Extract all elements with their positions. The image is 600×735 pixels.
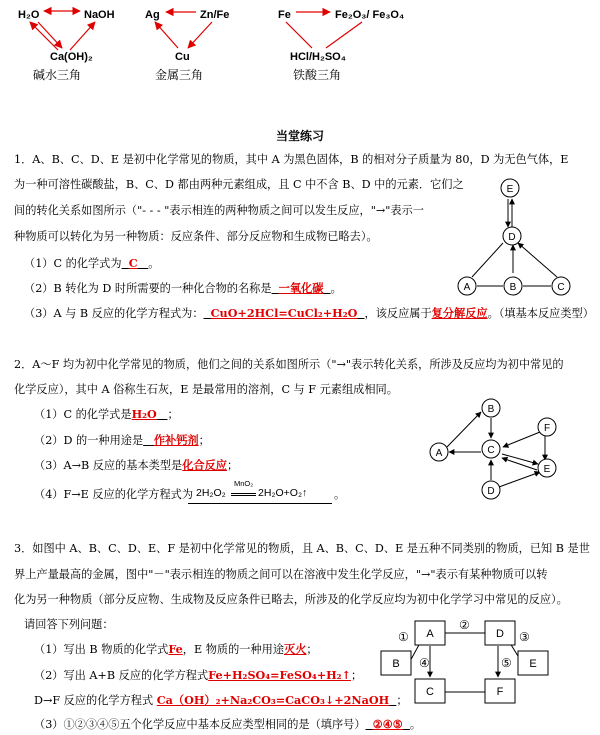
q3-mark-1: ① bbox=[398, 630, 409, 644]
q3-part2-text: （2）写出 A+B 反应的化学方程式 bbox=[34, 669, 209, 682]
q1-part2-blank bbox=[272, 282, 331, 295]
q2-part2-answer: 作补钙剂 bbox=[153, 433, 199, 447]
t2-node-c: Cu bbox=[175, 51, 190, 63]
triangle-diagrams bbox=[0, 0, 600, 100]
q3-part1-answer2: 灭火 bbox=[284, 642, 307, 656]
q2-part1-text: （1）C 的化学式是 bbox=[34, 408, 132, 421]
q2-eq-sign bbox=[231, 493, 256, 496]
q2-node-f: F bbox=[543, 423, 551, 434]
q3-part3-blank bbox=[366, 718, 410, 731]
q3-mark-2: ② bbox=[459, 618, 470, 632]
q2-node-c: C bbox=[487, 445, 495, 456]
q2-part2 bbox=[34, 433, 210, 448]
q3-part1-text: （1）写出 B 物质的化学式 bbox=[34, 643, 169, 656]
q2-diagram bbox=[425, 392, 570, 502]
q3-line2: 界上产量最高的金属，图中"－"表示相连的物质之间可以在溶液中发生化学反应，"→"表示有某种物质可以转 bbox=[14, 568, 548, 581]
q2-eq-left: 2H₂O₂ bbox=[196, 487, 226, 499]
q2-node-b: B bbox=[487, 404, 495, 415]
q3-node-c: C bbox=[426, 686, 434, 698]
q3-node-b: B bbox=[392, 658, 400, 670]
q2-part4-equation bbox=[188, 481, 332, 504]
q2-node-a: A bbox=[435, 448, 443, 459]
t1-node-a: H₂O bbox=[18, 9, 40, 21]
q3-part2b-end: ； bbox=[396, 694, 408, 707]
t1-node-c: Ca(OH)₂ bbox=[50, 51, 93, 63]
q3-part2b-answer: Ca（OH）₂+Na₂CO₃=CaCO₃↓+2NaOH bbox=[156, 693, 390, 707]
q2-part2-text: （2）D 的一种用途是 bbox=[34, 434, 144, 447]
q2-eq-right: 2H₂O+O₂↑ bbox=[258, 487, 308, 499]
q1-part3-mid: ，该反应属于 bbox=[364, 307, 432, 320]
q1-line3: 间的转化关系如图所示（"- - - "表示相连的两种物质之间可以发生反应，"→"表示一 bbox=[14, 204, 424, 217]
q3-mark-4: ④ bbox=[419, 656, 430, 670]
q1-node-a: A bbox=[463, 282, 471, 293]
q1-part3-text: （3）A 与 B 反应的化学方程式为： bbox=[24, 307, 204, 320]
q2-part3-answer: 化合反应 bbox=[182, 458, 227, 472]
q3-part3-text: （3）①②③④⑤五个化学反应中基本反应类型相同的是（填序号） bbox=[34, 718, 366, 731]
q1-part3-end: 。（填基本反应类型） bbox=[487, 307, 594, 320]
q1-part1-end: 。 bbox=[148, 257, 160, 270]
q2-part3 bbox=[34, 458, 238, 473]
q1-part3 bbox=[24, 306, 594, 321]
q2-part1 bbox=[34, 407, 179, 422]
q1-line4: 种物质可以转化为另一种物质：反应条件、部分反应物和生成物已略去）。 bbox=[14, 230, 378, 243]
q3-part1 bbox=[34, 642, 318, 657]
q3-part1-end: ； bbox=[306, 643, 318, 656]
q3-part3 bbox=[34, 717, 421, 732]
q2-part3-end: ； bbox=[227, 459, 239, 472]
q2-part2-end: ； bbox=[198, 434, 210, 447]
q1-line1: 1．A、B、C、D、E 是初中化学常见的物质，其中 A 为黑色固体，B 的相对分子质量为 80，D 为无色气体，E bbox=[14, 153, 569, 166]
q2-part4-text: （4）F→E 反应的化学方程式为 bbox=[34, 488, 194, 501]
q3-node-f: F bbox=[496, 686, 504, 698]
q1-node-d: D bbox=[508, 232, 516, 243]
q2-line2: 化学反应），其中 A 俗称生石灰，E 是最常用的溶剂，C 与 F 元素组成相同。 bbox=[14, 383, 398, 396]
q3-node-d: D bbox=[496, 628, 504, 640]
q1-part3-answer2: 复分解反应 bbox=[431, 306, 488, 320]
t3-caption: 铁酸三角 bbox=[293, 68, 342, 82]
q3-mark-3: ③ bbox=[519, 630, 530, 644]
q2-part3-text: （3）A→B 反应的基本类型是 bbox=[34, 459, 183, 472]
q1-part2-text: （2）B 转化为 D 时所需要的一种化合物的名称是 bbox=[24, 282, 272, 295]
q3-node-a: A bbox=[426, 628, 434, 640]
q3-part3-end: 。 bbox=[409, 718, 422, 731]
q1-part1-answer: C bbox=[128, 256, 138, 270]
t1-node-b: NaOH bbox=[84, 9, 115, 21]
q3-part2b-text: D→F 反应的化学方程式 bbox=[34, 694, 154, 707]
q1-part1-text: （1）C 的化学式为 bbox=[24, 257, 122, 270]
q2-part1-blank bbox=[157, 408, 168, 421]
q3-mark-5: ⑤ bbox=[501, 656, 512, 670]
q1-node-b: B bbox=[509, 282, 517, 293]
q1-part2-answer: 一氧化碳 bbox=[278, 281, 324, 295]
t2-caption: 金属三角 bbox=[155, 68, 204, 82]
q3-part2 bbox=[34, 668, 362, 683]
q3-line4: 请回答下列问题： bbox=[24, 618, 114, 631]
q2-part1-end: ； bbox=[167, 408, 179, 421]
q1-part1-blank bbox=[122, 257, 149, 270]
section-title: 当堂练习 bbox=[276, 129, 325, 143]
q3-diagram bbox=[378, 615, 556, 710]
q3-line1: 3．如图中 A、B、C、D、E、F 是初中化学常见的物质，且 A、B、C、D、E 是五种不同类别的物质，已知 B 是世 bbox=[14, 542, 590, 555]
q3-part2b bbox=[34, 693, 408, 708]
q2-part2-blank bbox=[143, 434, 198, 447]
q2-part1-answer: H₂O bbox=[131, 407, 157, 421]
t2-node-b: Zn/Fe bbox=[200, 9, 230, 21]
q3-part1-answer: Fe bbox=[168, 642, 183, 656]
q2-part4-end: 。 bbox=[334, 488, 346, 501]
t1-caption: 碱水三角 bbox=[33, 68, 82, 82]
q2-node-e: E bbox=[543, 464, 551, 475]
q2-node-d: D bbox=[487, 486, 495, 497]
q2-line1: 2．A～F 均为初中化学常见的物质，他们之间的关系如图所示（"→"表示转化关系，所涉及反应均为初中常见的 bbox=[14, 358, 564, 371]
q1-diagram bbox=[455, 175, 585, 300]
q3-part3-answer: ②④⑤ bbox=[372, 717, 403, 731]
q2-eq-catalyst: MnO₂ bbox=[234, 479, 254, 488]
q1-node-e: E bbox=[506, 184, 514, 195]
t3-node-c: HCl/H₂SO₄ bbox=[290, 51, 346, 63]
q1-part1 bbox=[24, 256, 159, 271]
q1-part3-answer: CuO+2HCl=CuCl₂+H₂O bbox=[210, 306, 358, 320]
q1-line2: 为一种可溶性碳酸盐，B、C、D 都由两种元素组成，且 C 中不含 B、D 中的元素．它们之 bbox=[14, 178, 464, 191]
q3-part2-answer: Fe+H₂SO₄=FeSO₄+H₂↑ bbox=[208, 668, 351, 682]
q1-part2 bbox=[24, 281, 342, 296]
q2-part4 bbox=[34, 487, 193, 502]
q1-part2-end: 。 bbox=[330, 282, 342, 295]
t2-node-a: Ag bbox=[145, 9, 160, 21]
q3-node-e: E bbox=[529, 658, 537, 670]
q1-part3-blank bbox=[204, 307, 365, 320]
q1-node-c: C bbox=[557, 282, 565, 293]
q3-part1-mid: ，E 物质的一种用途 bbox=[182, 643, 285, 656]
q3-line3: 化为另一种物质（部分反应物、生成物及反应条件已略去，所涉及的化学反应均为初中化学学习中常见的反应）。 bbox=[14, 593, 568, 606]
q3-part2-end: ； bbox=[350, 669, 363, 682]
t3-node-a: Fe bbox=[278, 9, 291, 21]
t3-node-b: Fe₂O₃/ Fe₃O₄ bbox=[335, 9, 405, 21]
